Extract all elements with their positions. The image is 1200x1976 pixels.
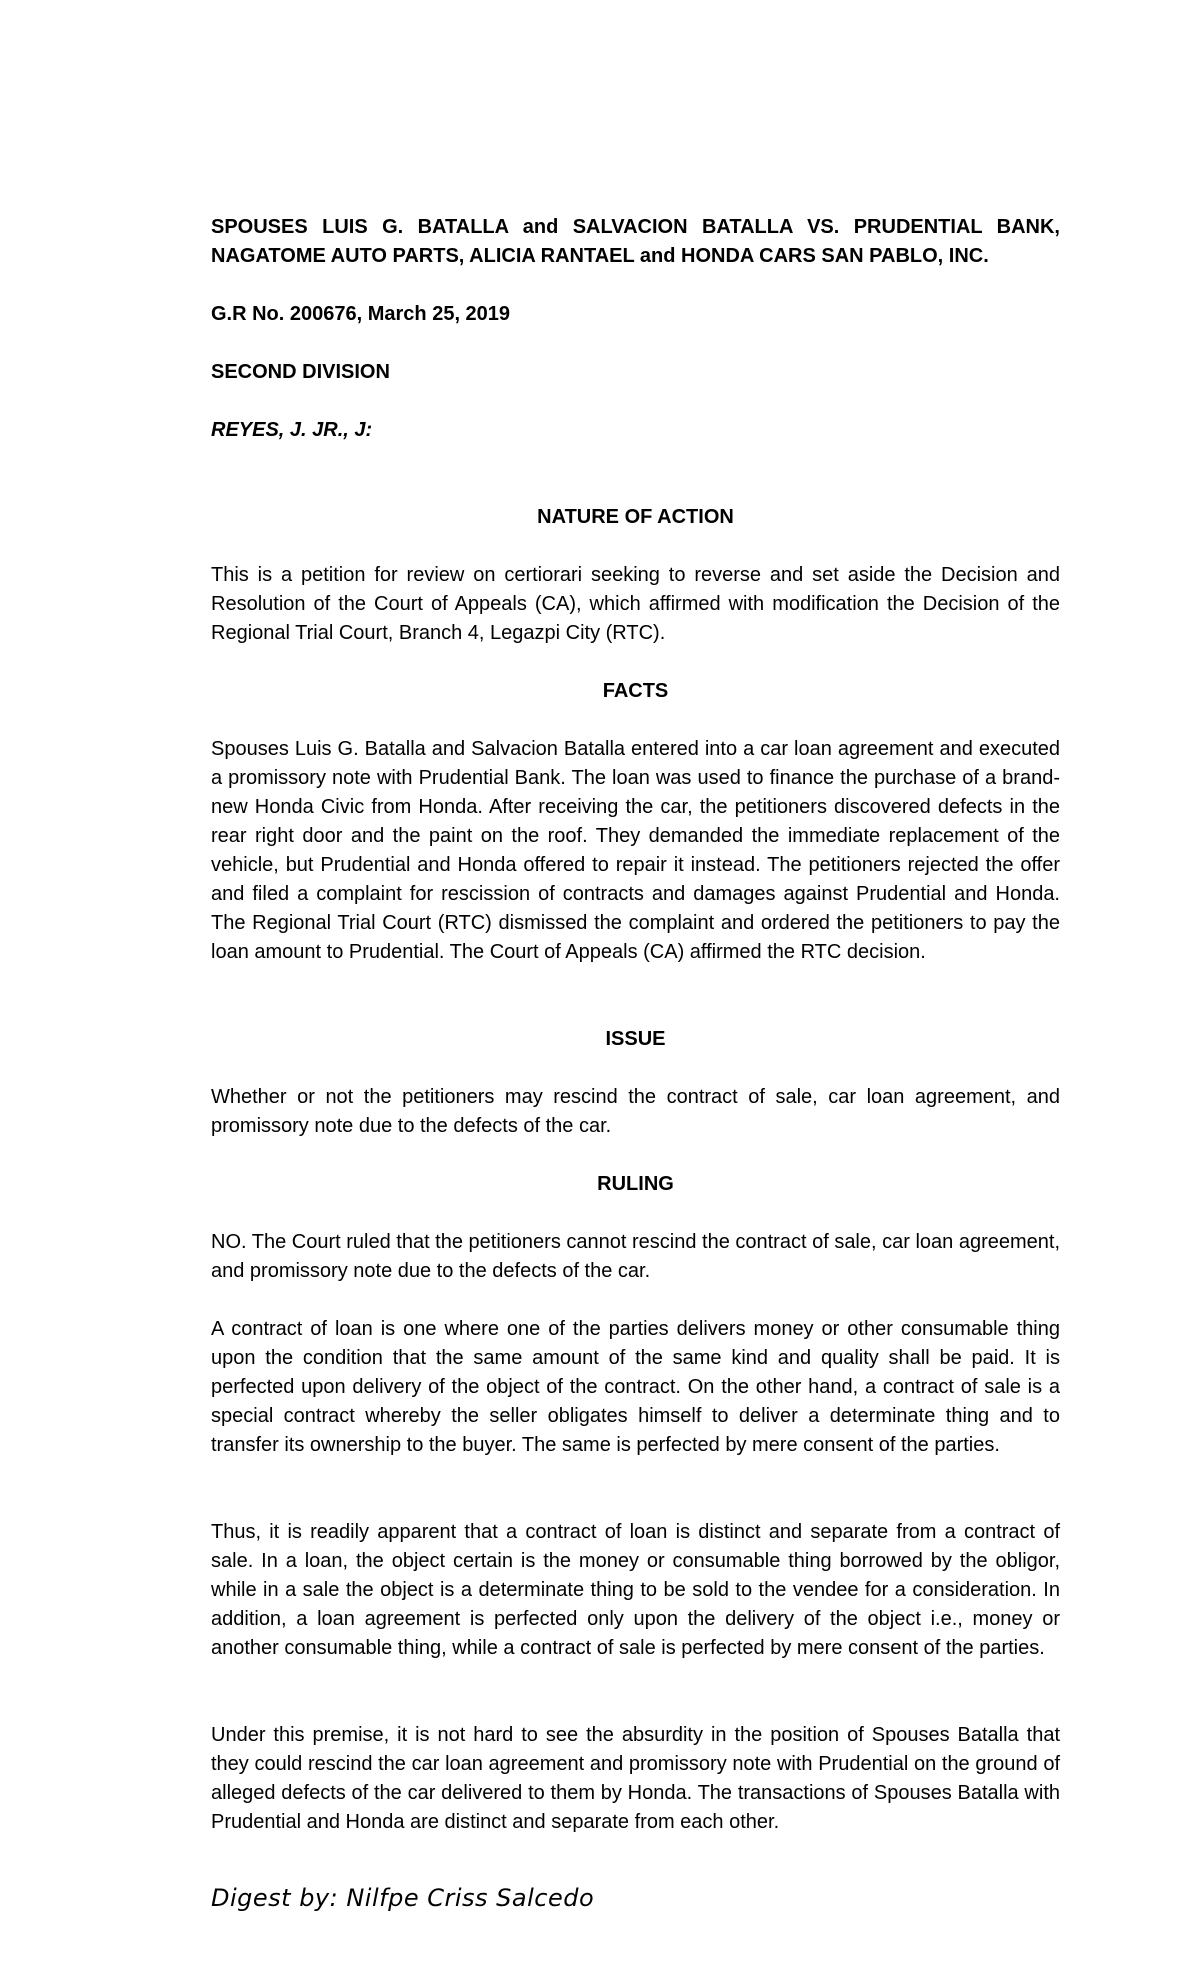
case-title: SPOUSES LUIS G. BATALLA and SALVACION BATALLA VS. PRUDENTIAL BANK, NAGATOME AUTO PARTS, ALICIA RANTAEL and HONDA CARS SAN PABLO, INC. bbox=[211, 216, 1060, 267]
ruling-text: A contract of loan is one where one of the parties delivers money or other consumable thing upon the condition that the same amount of the same kind and quality shall be paid. It is perfected upon delivery of the object of the contract. On the other hand, a contract of sale is a special contract whereby the seller obligates himself to deliver a determinate thing and to transfer its ownership to the buyer. The same is perfected by mere consent of the parties. bbox=[211, 1318, 1060, 1456]
issue-text: Whether or not the petitioners may rescind the contract of sale, car loan agreement, and promissory note due to the defects of the car. bbox=[211, 1086, 1060, 1137]
nature-of-action-section bbox=[211, 561, 1060, 648]
heading-facts: FACTS bbox=[602, 680, 669, 702]
facts-text: Spouses Luis G. Batalla and Salvacion Batalla entered into a car loan agreement and executed a promissory note with Prudential Bank. The loan was used to finance the purchase of a brand-new Honda Civic from Honda. After receiving the car, the petitioners discovered defects in the rear right door and the paint on the roof. They demanded the immediate replacement of the vehicle, but Prudential and Honda offered to repair it instead. The petitioners rejected the offer and filed a complaint for rescission of contracts and damages against Prudential and Honda. The Regional Trial Court (RTC) dismissed the complaint and ordered the petitioners to pay the loan amount to Prudential. The Court of Appeals (CA) affirmed the RTC decision. bbox=[211, 738, 1060, 963]
ruling-paragraph-1 bbox=[211, 1228, 1060, 1286]
ponente: REYES, J. JR., J: bbox=[211, 419, 373, 441]
ruling-text: Under this premise, it is not hard to see the absurdity in the position of Spouses Batalla that they could rescind the car loan agreement and promissory note with Prudential on the ground of alleged defects of the car delivered to them by Honda. The transactions of Spouses Batalla with Prudential and Honda are distinct and separate from each other. bbox=[211, 1724, 1060, 1833]
facts-section bbox=[211, 735, 1060, 967]
gr-number: G.R No. 200676, March 25, 2019 bbox=[211, 303, 511, 325]
heading-ruling: RULING bbox=[597, 1173, 674, 1195]
ruling-text: NO. The Court ruled that the petitioners cannot rescind the contract of sale, car loan agreement, and promissory note due to the defects of the car. bbox=[211, 1231, 1060, 1282]
heading-nature-of-action: NATURE OF ACTION bbox=[537, 506, 734, 528]
division: SECOND DIVISION bbox=[211, 361, 390, 383]
document-page bbox=[211, 213, 1060, 1833]
issue-section bbox=[211, 1083, 1060, 1141]
nature-of-action-text: This is a petition for review on certiorari seeking to reverse and set aside the Decision and Resolution of the Court of Appeals (CA), which affirmed with modification the Decision of the Regional Trial Court, Branch 4, Legazpi City (RTC). bbox=[211, 564, 1060, 644]
digest-author-footer: Digest by: Nilfpe Criss Salcedo bbox=[211, 1884, 595, 1912]
ruling-paragraph-3 bbox=[211, 1518, 1060, 1663]
ruling-paragraph-4 bbox=[211, 1721, 1060, 1837]
ruling-paragraph-2 bbox=[211, 1315, 1060, 1460]
ruling-text: Thus, it is readily apparent that a contract of loan is distinct and separate from a contract of sale. In a loan, the object certain is the money or consumable thing borrowed by the obligor, while in a sale the object is a determinate thing to be sold to the vendee for a consideration. In addition, a loan agreement is perfected only upon the delivery of the object i.e., money or another consumable thing, while a contract of sale is perfected by mere consent of the parties. bbox=[211, 1521, 1060, 1659]
heading-issue: ISSUE bbox=[605, 1028, 666, 1050]
